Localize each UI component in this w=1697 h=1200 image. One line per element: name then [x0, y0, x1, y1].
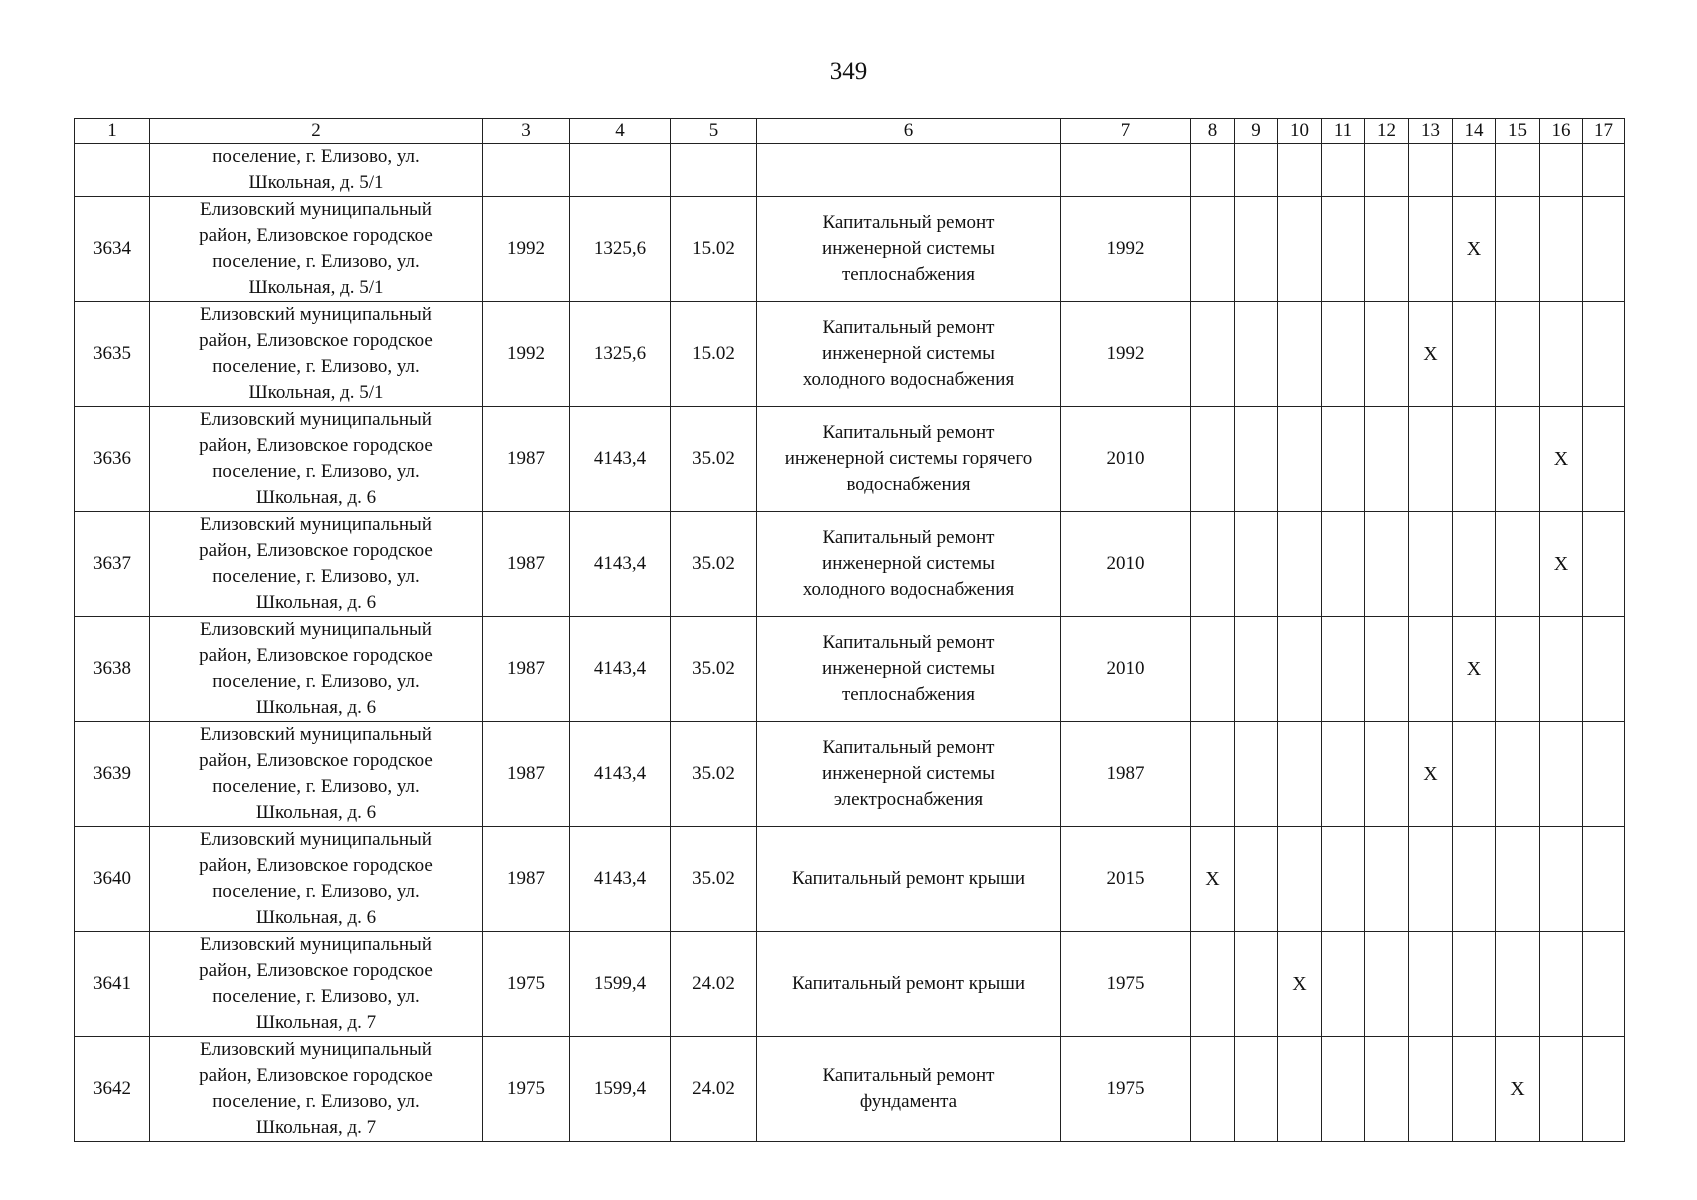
cell-code: 35.02: [671, 617, 757, 722]
table-row: [75, 512, 1625, 617]
cell-mark: [1496, 827, 1540, 932]
cell-num: 3642: [75, 1037, 150, 1142]
cell-mark: [1278, 512, 1322, 617]
repair-registry-table: [74, 118, 1625, 1142]
cell-year: 1987: [483, 827, 570, 932]
cell-address: [150, 617, 483, 722]
cell-mark: [1278, 197, 1322, 302]
table-row: [75, 722, 1625, 827]
cell-mark: [1235, 144, 1278, 197]
cell-mark: [1191, 722, 1235, 827]
cell-mark: [1365, 1037, 1409, 1142]
cell-year: 1987: [483, 407, 570, 512]
cell-work: [757, 827, 1061, 932]
cell-mark: [1235, 932, 1278, 1037]
cell-mark: [1365, 932, 1409, 1037]
address-line: район, Елизовское городское: [199, 750, 433, 771]
cell-num: 3638: [75, 617, 150, 722]
column-header: 5: [671, 119, 757, 144]
column-header: 7: [1061, 119, 1191, 144]
cell-mark: [1496, 1037, 1540, 1142]
cell-year: 1992: [483, 197, 570, 302]
cell-num: 3635: [75, 302, 150, 407]
cell-mark: [1453, 512, 1496, 617]
column-header: 2: [150, 119, 483, 144]
cell-mark: [1453, 302, 1496, 407]
table-row: [75, 302, 1625, 407]
address-line: поселение, г. Елизово, ул.: [212, 986, 420, 1007]
cell-mark: [1540, 617, 1583, 722]
mark-x: Х: [1423, 763, 1438, 785]
cell-work-year: 1975: [1061, 1037, 1191, 1142]
work-line: водоснабжения: [846, 474, 971, 495]
work-line: инженерной системы: [822, 658, 995, 679]
cell-code: 24.02: [671, 1037, 757, 1142]
cell-mark: [1540, 932, 1583, 1037]
address-line: Школьная, д. 6: [255, 487, 377, 508]
cell-work-year: 2010: [1061, 512, 1191, 617]
cell-address: [150, 512, 483, 617]
work-line: холодного водоснабжения: [802, 369, 1015, 390]
cell-area: 4143,4: [570, 827, 671, 932]
cell-mark: [1583, 302, 1625, 407]
cell-num: 3639: [75, 722, 150, 827]
cell-num: 3634: [75, 197, 150, 302]
address-line: поселение, г. Елизово, ул.: [212, 566, 420, 587]
cell-mark: [1583, 827, 1625, 932]
work-line: инженерной системы: [822, 553, 995, 574]
cell-mark: [1322, 932, 1365, 1037]
cell-mark: [1409, 512, 1453, 617]
cell-num: 3636: [75, 407, 150, 512]
table-header: [75, 119, 1625, 144]
address-line: Елизовский муниципальный: [200, 514, 432, 535]
cell-mark: [1496, 407, 1540, 512]
cell-num: 3637: [75, 512, 150, 617]
cell-mark: [1409, 932, 1453, 1037]
address-line: район, Елизовское городское: [199, 1065, 433, 1086]
column-header: 12: [1365, 119, 1409, 144]
address-line: Елизовский муниципальный: [200, 199, 432, 220]
column-header: 11: [1322, 119, 1365, 144]
cell-work-year: 1992: [1061, 302, 1191, 407]
cell-mark: [1409, 302, 1453, 407]
cell-work-year: [1061, 144, 1191, 197]
column-header: 3: [483, 119, 570, 144]
cell-address: [150, 932, 483, 1037]
address-line: район, Елизовское городское: [199, 855, 433, 876]
cell-address: [150, 144, 483, 197]
cell-mark: [1583, 144, 1625, 197]
cell-mark: [1365, 512, 1409, 617]
cell-mark: [1583, 512, 1625, 617]
cell-address: [150, 302, 483, 407]
cell-mark: [1322, 827, 1365, 932]
work-line: инженерной системы: [822, 343, 995, 364]
cell-code: 15.02: [671, 302, 757, 407]
cell-mark: [1540, 827, 1583, 932]
cell-area: 1325,6: [570, 197, 671, 302]
column-header: 16: [1540, 119, 1583, 144]
cell-mark: [1409, 827, 1453, 932]
work-line: Капитальный ремонт: [822, 527, 995, 548]
cell-mark: [1409, 617, 1453, 722]
address-line: поселение, г. Елизово, ул.: [212, 776, 420, 797]
cell-mark: [1409, 722, 1453, 827]
cell-code: 24.02: [671, 932, 757, 1037]
work-line: Капитальный ремонт: [822, 737, 995, 758]
cell-mark: [1191, 144, 1235, 197]
cell-mark: [1322, 407, 1365, 512]
mark-x: Х: [1423, 343, 1438, 365]
cell-mark: [1453, 1037, 1496, 1142]
mark-x: Х: [1466, 658, 1482, 680]
cell-year: 1992: [483, 302, 570, 407]
cell-mark: [1540, 1037, 1583, 1142]
cell-work-year: 2015: [1061, 827, 1191, 932]
address-line: Школьная, д. 7: [255, 1012, 377, 1033]
cell-mark: [1322, 144, 1365, 197]
address-line: район, Елизовское городское: [199, 540, 433, 561]
cell-mark: [1191, 617, 1235, 722]
cell-code: 15.02: [671, 197, 757, 302]
mark-x: Х: [1205, 868, 1220, 890]
cell-mark: [1365, 722, 1409, 827]
column-header: 10: [1278, 119, 1322, 144]
cell-address: [150, 197, 483, 302]
cell-year: 1987: [483, 617, 570, 722]
cell-work: [757, 1037, 1061, 1142]
cell-code: 35.02: [671, 512, 757, 617]
address-line: Елизовский муниципальный: [200, 724, 432, 745]
cell-address: [150, 827, 483, 932]
table-row: [75, 1037, 1625, 1142]
cell-mark: [1235, 827, 1278, 932]
cell-mark: [1409, 407, 1453, 512]
cell-work-year: 2010: [1061, 617, 1191, 722]
work-line: холодного водоснабжения: [802, 579, 1015, 600]
cell-mark: [1322, 512, 1365, 617]
cell-area: 1325,6: [570, 302, 671, 407]
cell-mark: [1540, 197, 1583, 302]
table-body: [75, 144, 1625, 1142]
cell-mark: [1322, 617, 1365, 722]
cell-work: [757, 512, 1061, 617]
cell-address: [150, 722, 483, 827]
cell-area: 4143,4: [570, 722, 671, 827]
column-header: 4: [570, 119, 671, 144]
cell-area: 4143,4: [570, 407, 671, 512]
cell-work: [757, 932, 1061, 1037]
cell-num: [75, 144, 150, 197]
cell-mark: [1496, 144, 1540, 197]
column-header: 14: [1453, 119, 1496, 144]
cell-mark: [1191, 197, 1235, 302]
cell-mark: [1453, 827, 1496, 932]
cell-code: 35.02: [671, 407, 757, 512]
cell-mark: [1365, 407, 1409, 512]
address-line: район, Елизовское городское: [199, 435, 433, 456]
cell-mark: [1191, 512, 1235, 617]
cell-mark: [1235, 407, 1278, 512]
table-row: [75, 932, 1625, 1037]
cell-year: 1975: [483, 932, 570, 1037]
cell-area: 4143,4: [570, 617, 671, 722]
address-line: поселение, г. Елизово, ул.: [212, 146, 420, 167]
address-line: Школьная, д. 6: [255, 592, 377, 613]
cell-code: [671, 144, 757, 197]
cell-mark: [1453, 617, 1496, 722]
cell-mark: [1453, 722, 1496, 827]
cell-work-year: 1992: [1061, 197, 1191, 302]
work-line: инженерной системы: [822, 763, 995, 784]
cell-work-year: 1975: [1061, 932, 1191, 1037]
address-line: Елизовский муниципальный: [200, 409, 432, 430]
table-row: [75, 197, 1625, 302]
cell-mark: [1278, 407, 1322, 512]
work-line: Капитальный ремонт крыши: [791, 973, 1026, 994]
work-line: инженерной системы: [822, 238, 995, 259]
column-header: 6: [757, 119, 1061, 144]
address-line: поселение, г. Елизово, ул.: [212, 881, 420, 902]
continuation-row: [75, 144, 1625, 197]
table-row: [75, 617, 1625, 722]
cell-num: 3640: [75, 827, 150, 932]
cell-mark: [1409, 197, 1453, 302]
cell-mark: [1583, 932, 1625, 1037]
cell-mark: [1540, 407, 1583, 512]
work-line: Капитальный ремонт: [822, 422, 995, 443]
cell-mark: [1365, 197, 1409, 302]
address-line: район, Елизовское городское: [199, 645, 433, 666]
address-line: поселение, г. Елизово, ул.: [212, 251, 420, 272]
table-row: [75, 827, 1625, 932]
column-header: 8: [1191, 119, 1235, 144]
cell-mark: [1278, 722, 1322, 827]
cell-mark: [1496, 302, 1540, 407]
address-line: район, Елизовское городское: [199, 960, 433, 981]
address-line: поселение, г. Елизово, ул.: [212, 356, 420, 377]
mark-x: Х: [1553, 448, 1569, 470]
address-line: Школьная, д. 6: [255, 802, 377, 823]
address-line: Школьная, д. 5/1: [248, 172, 384, 193]
column-header: 15: [1496, 119, 1540, 144]
cell-mark: [1278, 144, 1322, 197]
cell-mark: [1540, 302, 1583, 407]
cell-mark: [1496, 617, 1540, 722]
cell-mark: [1453, 407, 1496, 512]
cell-mark: [1496, 512, 1540, 617]
work-line: теплоснабжения: [842, 684, 975, 705]
cell-mark: [1278, 302, 1322, 407]
cell-mark: [1191, 932, 1235, 1037]
column-header: 1: [75, 119, 150, 144]
cell-mark: [1583, 722, 1625, 827]
address-line: Школьная, д. 5/1: [248, 277, 384, 298]
cell-mark: [1365, 302, 1409, 407]
address-line: Школьная, д. 7: [255, 1117, 377, 1138]
work-line: теплоснабжения: [842, 264, 975, 285]
cell-work: [757, 144, 1061, 197]
cell-mark: [1191, 407, 1235, 512]
mark-x: Х: [1553, 553, 1569, 575]
cell-mark: [1191, 827, 1235, 932]
work-line: Капитальный ремонт: [822, 317, 995, 338]
work-line: Капитальный ремонт: [822, 632, 995, 653]
mark-x: Х: [1466, 238, 1482, 260]
cell-mark: [1365, 144, 1409, 197]
cell-mark: [1278, 617, 1322, 722]
cell-year: [483, 144, 570, 197]
cell-mark: [1409, 1037, 1453, 1142]
cell-mark: [1496, 932, 1540, 1037]
cell-code: 35.02: [671, 722, 757, 827]
address-line: поселение, г. Елизово, ул.: [212, 1091, 420, 1112]
column-number-row: [75, 119, 1625, 144]
address-line: Школьная, д. 5/1: [248, 382, 384, 403]
work-line: фундамента: [859, 1091, 958, 1112]
cell-code: 35.02: [671, 827, 757, 932]
cell-area: 4143,4: [570, 512, 671, 617]
cell-address: [150, 407, 483, 512]
cell-year: 1987: [483, 722, 570, 827]
table-row: [75, 407, 1625, 512]
cell-mark: [1322, 722, 1365, 827]
cell-work-year: 2010: [1061, 407, 1191, 512]
work-line: Капитальный ремонт: [822, 212, 995, 233]
cell-work: [757, 197, 1061, 302]
cell-mark: [1191, 1037, 1235, 1142]
cell-mark: [1409, 144, 1453, 197]
column-header: 17: [1583, 119, 1625, 144]
cell-mark: [1583, 1037, 1625, 1142]
work-line: Капитальный ремонт крыши: [791, 868, 1026, 889]
cell-mark: [1191, 302, 1235, 407]
address-line: район, Елизовское городское: [199, 330, 433, 351]
cell-mark: [1540, 512, 1583, 617]
mark-x: Х: [1292, 973, 1307, 995]
cell-work: [757, 407, 1061, 512]
address-line: Школьная, д. 6: [255, 907, 377, 928]
cell-area: 1599,4: [570, 1037, 671, 1142]
mark-x: Х: [1510, 1078, 1525, 1100]
cell-mark: [1453, 144, 1496, 197]
column-header: 9: [1235, 119, 1278, 144]
cell-mark: [1583, 617, 1625, 722]
cell-mark: [1235, 302, 1278, 407]
cell-mark: [1453, 932, 1496, 1037]
address-line: поселение, г. Елизово, ул.: [212, 671, 420, 692]
cell-year: 1987: [483, 512, 570, 617]
cell-work-year: 1987: [1061, 722, 1191, 827]
column-header: 13: [1409, 119, 1453, 144]
cell-mark: [1235, 512, 1278, 617]
address-line: Елизовский муниципальный: [200, 1039, 432, 1060]
cell-address: [150, 1037, 483, 1142]
cell-mark: [1496, 722, 1540, 827]
address-line: Елизовский муниципальный: [200, 829, 432, 850]
page-number: 349: [829, 58, 868, 85]
address-line: Елизовский муниципальный: [200, 619, 432, 640]
cell-area: [570, 144, 671, 197]
cell-num: 3641: [75, 932, 150, 1037]
cell-work: [757, 302, 1061, 407]
cell-work: [757, 722, 1061, 827]
cell-mark: [1278, 827, 1322, 932]
cell-mark: [1365, 827, 1409, 932]
cell-mark: [1278, 932, 1322, 1037]
cell-mark: [1278, 1037, 1322, 1142]
cell-mark: [1235, 1037, 1278, 1142]
cell-mark: [1583, 407, 1625, 512]
cell-year: 1975: [483, 1037, 570, 1142]
address-line: Елизовский муниципальный: [200, 304, 432, 325]
cell-area: 1599,4: [570, 932, 671, 1037]
cell-mark: [1365, 617, 1409, 722]
cell-mark: [1235, 722, 1278, 827]
address-line: район, Елизовское городское: [199, 225, 433, 246]
work-line: Капитальный ремонт: [822, 1065, 995, 1086]
address-line: Елизовский муниципальный: [200, 934, 432, 955]
work-line: электроснабжения: [833, 789, 984, 810]
work-line: инженерной системы горячего: [784, 448, 1033, 469]
cell-mark: [1235, 617, 1278, 722]
cell-mark: [1496, 197, 1540, 302]
cell-mark: [1322, 197, 1365, 302]
cell-mark: [1540, 144, 1583, 197]
cell-mark: [1322, 302, 1365, 407]
address-line: Школьная, д. 6: [255, 697, 377, 718]
cell-mark: [1540, 722, 1583, 827]
address-line: поселение, г. Елизово, ул.: [212, 461, 420, 482]
cell-mark: [1583, 197, 1625, 302]
cell-mark: [1322, 1037, 1365, 1142]
cell-mark: [1453, 197, 1496, 302]
cell-mark: [1235, 197, 1278, 302]
cell-work: [757, 617, 1061, 722]
